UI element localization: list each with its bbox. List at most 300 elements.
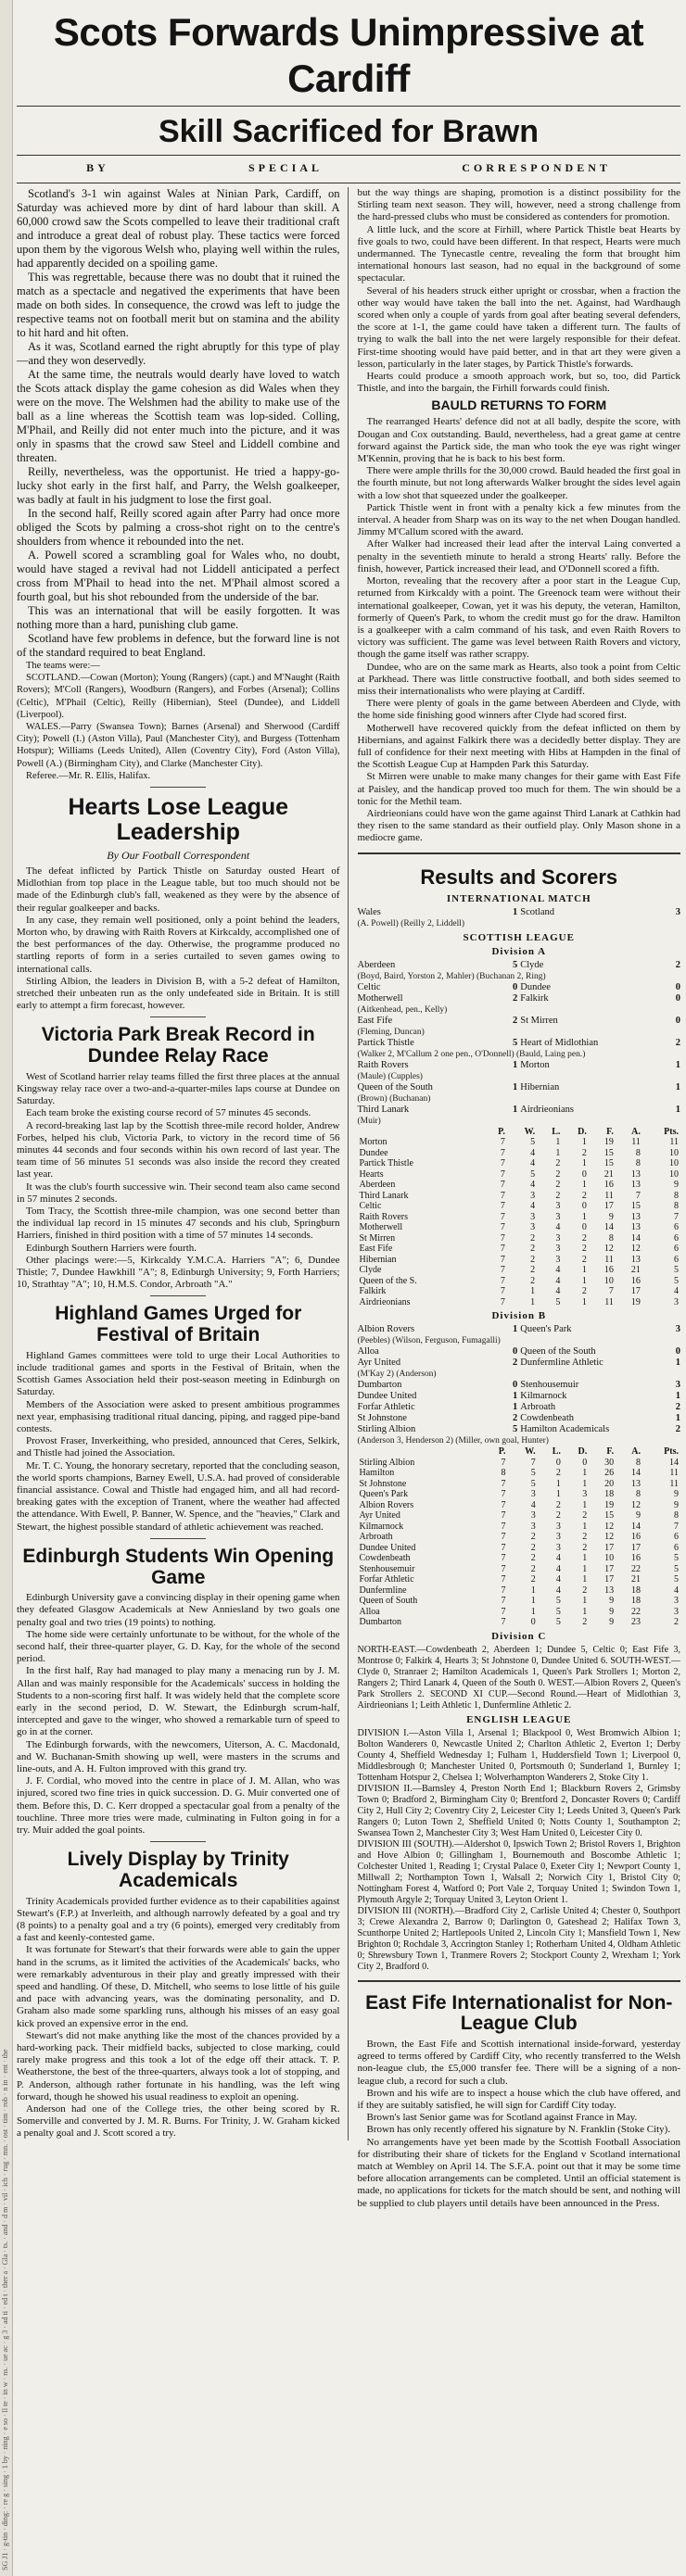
stat-cell: 14 bbox=[631, 1521, 641, 1532]
stat-cell: 9 bbox=[609, 1617, 615, 1628]
team-name-cell: Queen of the S. bbox=[359, 1275, 417, 1286]
stat-cell: 0 bbox=[530, 1617, 536, 1628]
team-name-cell: Alloa bbox=[359, 1606, 380, 1617]
away-team: Clyde bbox=[520, 959, 544, 970]
stat-cell: 7 bbox=[500, 1254, 505, 1265]
table-row bbox=[358, 1574, 681, 1585]
team-name-cell: Partick Thistle bbox=[359, 1158, 413, 1169]
stat-cell: 6 bbox=[674, 1542, 679, 1553]
table-column-header: P. bbox=[498, 1126, 505, 1137]
stat-cell: 2 bbox=[530, 1254, 536, 1265]
stat-cell: 22 bbox=[631, 1563, 641, 1574]
stat-cell: 0 bbox=[581, 1168, 587, 1180]
stat-cell: 8 bbox=[635, 1158, 641, 1169]
bauld-paragraph: Motherwell have recovered quickly from the defeat inflicted on them by Hibernians, and against Falkirk there was a decidedly better display. They are full of confidence for their next meeting with Hibs at Hampden in the final of the Scottish League Cup at Hampden Park this Saturday. bbox=[357, 722, 680, 771]
edinburgh-paragraph: J. F. Cordial, who moved into the centre in place of J. M. Allan, who was injured, scored two fine tries in quick succession. D. G. Muir converted one of them. Before this, D. C. Kerr dropped a spectacular goal from a penalty of the touchline. Three more tries were made, culminating in Fulton going in for a try. Muir added the goal points. bbox=[17, 1775, 340, 1837]
home-score: 1 bbox=[513, 1104, 518, 1115]
stat-cell: 19 bbox=[630, 1296, 641, 1307]
team-name-cell: Queen of South bbox=[359, 1596, 418, 1607]
stat-cell: 4 bbox=[530, 1180, 536, 1191]
team-name-cell: St Johnstone bbox=[359, 1478, 407, 1489]
home-team: Motherwell bbox=[357, 992, 403, 1004]
stat-cell: 2 bbox=[581, 1147, 587, 1158]
main-headline: Scots Forwards Unimpressive at Cardiff bbox=[53, 10, 644, 100]
stat-cell: 5 bbox=[674, 1275, 679, 1286]
stat-cell: 17 bbox=[603, 1201, 614, 1212]
stat-cell: 13 bbox=[630, 1211, 641, 1222]
stat-cell: 21 bbox=[631, 1574, 641, 1585]
victoria-paragraph: Other placings were:—5, Kirkcaldy Y.M.C.A. Harriers "A"; 6, Dundee Thistle; 7, Dundee Hawkhill "A"; 8, Edinburgh University; 9, Forth Harriers; 10, Strathtay "A"; 10, H.M.S. Condor, Arbroath "A." bbox=[17, 1254, 340, 1291]
stat-cell: 4 bbox=[555, 1553, 561, 1564]
match-result bbox=[358, 1324, 681, 1346]
table-column-header: L. bbox=[552, 1446, 561, 1458]
division-c-label: Division C bbox=[491, 1630, 547, 1642]
stat-cell: 1 bbox=[582, 1574, 588, 1585]
stat-cell: 13 bbox=[630, 1254, 641, 1265]
stat-cell: 13 bbox=[630, 1168, 641, 1180]
edinburgh-article bbox=[17, 1547, 340, 1837]
stat-cell: 7 bbox=[501, 1563, 506, 1574]
stat-cell: 5 bbox=[555, 1617, 561, 1628]
away-score: 0 bbox=[675, 981, 680, 992]
stat-cell: 2 bbox=[530, 1574, 536, 1585]
stat-cell: 2 bbox=[530, 1232, 536, 1244]
match-result bbox=[358, 1413, 681, 1424]
stat-cell: 13 bbox=[630, 1180, 641, 1191]
stat-cell: 3 bbox=[530, 1190, 536, 1201]
stat-cell: 2 bbox=[581, 1244, 587, 1255]
right-column bbox=[358, 187, 681, 2210]
highland-paragraph: Provost Fraser, Inverkeithing, who presided, announced that Ceres, Selkirk, and Thistle had joined the Association. bbox=[17, 1435, 340, 1459]
stat-cell: 5 bbox=[674, 1265, 679, 1276]
stat-cell: 1 bbox=[581, 1211, 587, 1222]
stat-cell: 18 bbox=[631, 1585, 641, 1596]
team-name-cell: Queen's Park bbox=[359, 1489, 409, 1500]
english-division-results: DIVISION II.—Barnsley 4, Preston North End 1; Blackburn Rovers 2, Grimsby Town 0; Bradford 2, Birmingham City 0; Brentford 2, Doncaster Rovers 0; Cardiff City 2, Hull City 2; Coventry City 2, Leicester City 1; Leeds United 3, Queen's Park Rangers 0; Luton Town 2, Sheffield United 0; Notts County 1, Southampton 2; Swansea Town 2, Manchester City 3; West Ham United 0, Leicester City 0. bbox=[357, 1783, 680, 1838]
goal-scorers: (Muir) bbox=[357, 1116, 381, 1126]
teams-referee: Referee.—Mr. R. Ellis, Halifax. bbox=[26, 770, 151, 781]
stat-cell: 6 bbox=[674, 1232, 679, 1244]
stat-cell: 7 bbox=[500, 1168, 505, 1180]
stat-cell: 12 bbox=[604, 1532, 615, 1543]
stat-cell: 9 bbox=[674, 1499, 679, 1510]
stat-cell: 5 bbox=[674, 1563, 679, 1574]
team-name-cell: Albion Rovers bbox=[359, 1499, 414, 1510]
stat-cell: 7 bbox=[500, 1286, 505, 1297]
match-result bbox=[358, 1105, 681, 1127]
team-name-cell: Airdrieonians bbox=[359, 1296, 411, 1307]
stat-cell: 5 bbox=[674, 1574, 679, 1585]
stat-cell: 8 bbox=[674, 1190, 679, 1201]
home-team: East Fife bbox=[357, 1015, 393, 1026]
home-score: 0 bbox=[513, 981, 518, 992]
table-row bbox=[358, 1158, 681, 1169]
east-fife-paragraph: No arrangements have yet been made by the Scottish Football Association for distributing their share of tickets for the England v Scotland international match at Wembley on April 14. The S.F.A. point out that it may be some time before allocation arrangements can be completed. Until an official statement is made, no applications for tickets for the match should be sent, and nothing will be supplied to club players until details have been announced in the Press. bbox=[357, 2136, 680, 2209]
stat-cell: 4 bbox=[555, 1222, 561, 1233]
stat-cell: 11 bbox=[604, 1254, 614, 1265]
team-name-cell: Kilmarnock bbox=[359, 1521, 404, 1532]
away-score: 1 bbox=[675, 1391, 680, 1402]
stat-cell: 12 bbox=[604, 1521, 615, 1532]
table-column-header: F. bbox=[606, 1446, 615, 1458]
home-team: Wales bbox=[357, 906, 381, 917]
home-team: Queen of the South bbox=[357, 1081, 433, 1092]
table-row bbox=[358, 1543, 681, 1554]
lead-paragraph: Scotland's 3-1 win against Wales at Ninian Park, Cardiff, on Saturday was achieved more by dint of hard labour than skill. A 60,000 crowd saw the Scots compelled to leave their traditional craft and introduce a great deal of robust play. These tactics were forced upon them by the vigorous Welsh who, playing well within the rules, had apparently decided on a spoiling game. bbox=[17, 187, 340, 270]
stat-cell: 3 bbox=[674, 1296, 679, 1307]
stat-cell: 2 bbox=[581, 1286, 587, 1297]
goal-scorers: (Maule) (Cupples) bbox=[357, 1071, 423, 1081]
stat-cell: 2 bbox=[530, 1532, 536, 1543]
stat-cell: 19 bbox=[603, 1137, 614, 1148]
away-team: Queen of the South bbox=[520, 1346, 596, 1357]
stat-cell: 7 bbox=[501, 1532, 506, 1543]
section-divider bbox=[150, 1295, 206, 1296]
stat-cell: 3 bbox=[674, 1606, 679, 1617]
home-team: Stirling Albion bbox=[357, 1424, 416, 1435]
team-name-cell: Motherwell bbox=[359, 1222, 403, 1233]
stat-cell: 2 bbox=[555, 1168, 561, 1180]
team-name-cell: Arbroath bbox=[359, 1532, 393, 1543]
stat-cell: 9 bbox=[609, 1596, 615, 1607]
section-divider bbox=[150, 787, 206, 788]
stat-cell: 18 bbox=[631, 1596, 641, 1607]
away-score: 0 bbox=[675, 992, 680, 1004]
stat-cell: 0 bbox=[582, 1457, 588, 1468]
headline-rule bbox=[17, 106, 680, 107]
lead-paragraph: In the second half, Reilly scored again after Parry had once more obliged the Scots by palming a cross-shot right on to the centre's shoulders from whence it rebounded into the net. bbox=[17, 507, 340, 548]
lead-paragraph: This was regrettable, because there was no doubt that it ruined the match as a spectacle and negatived the experiments that have been made on both sides. In consequence, the crowd was left to judge the respective teams not on football merit but on stamina and the ability to hit hard and hit often. bbox=[17, 271, 340, 339]
stat-cell: 4 bbox=[555, 1574, 561, 1585]
goal-scorers: (Aitkenhead, pen., Kelly) bbox=[357, 1004, 448, 1015]
table-header-row bbox=[358, 1446, 681, 1458]
trinity-paragraph: Anderson had one of the College tries, the other being scored by R. Somerville and converted by J. M. R. Burns. For Trinity, J. W. Graham kicked a penalty goal and J. Scott scored a try. bbox=[17, 2103, 340, 2140]
stat-cell: 7 bbox=[500, 1158, 505, 1169]
stat-cell: 11 bbox=[669, 1137, 679, 1148]
stat-cell: 14 bbox=[630, 1232, 641, 1244]
stat-cell: 4 bbox=[555, 1275, 561, 1286]
stat-cell: 1 bbox=[530, 1606, 536, 1617]
victoria-paragraph: Each team broke the existing course record of 57 minutes 45 seconds. bbox=[26, 1107, 311, 1119]
lead-paragraph: Reilly, nevertheless, was the opportunist. He tried a happy-go-lucky shot early in the first half, and Parry, the Welsh goalkeeper, was badly at fault in his judgment to lose the first goal. bbox=[17, 465, 340, 506]
teams-intro: The teams were:— bbox=[26, 661, 100, 671]
stat-cell: 5 bbox=[530, 1137, 536, 1148]
team-name-cell: Dumbarton bbox=[359, 1617, 402, 1628]
team-lineups bbox=[17, 660, 340, 782]
stat-cell: 1 bbox=[530, 1585, 536, 1596]
table-row bbox=[358, 1222, 681, 1233]
continued-paragraph: Hearts could produce a smooth approach work, but so, too, did Partick Thistle, and into the bargain, the Firhill forwards could finish. bbox=[357, 371, 680, 395]
away-team: Falkirk bbox=[520, 992, 549, 1004]
away-team: Kilmarnock bbox=[520, 1391, 567, 1402]
stat-cell: 2 bbox=[555, 1499, 561, 1510]
goal-scorers: (A. Powell) (Reilly 2, Liddell) bbox=[357, 918, 465, 928]
stat-cell: 4 bbox=[555, 1585, 561, 1596]
stat-cell: 3 bbox=[530, 1521, 536, 1532]
team-name-cell: Stenhousemuir bbox=[359, 1563, 415, 1574]
stat-cell: 1 bbox=[582, 1553, 588, 1564]
stat-cell: 8 bbox=[636, 1457, 641, 1468]
match-result bbox=[358, 960, 681, 982]
table-row bbox=[358, 1265, 681, 1276]
stat-cell: 7 bbox=[674, 1211, 679, 1222]
away-team: Hibernian bbox=[520, 1081, 560, 1092]
trinity-article bbox=[17, 1850, 340, 2140]
stat-cell: 7 bbox=[500, 1244, 505, 1255]
stat-cell: 9 bbox=[609, 1606, 615, 1617]
stat-cell: 6 bbox=[674, 1222, 679, 1233]
stat-cell: 1 bbox=[555, 1489, 561, 1500]
stat-cell: 1 bbox=[530, 1286, 536, 1297]
stat-cell: 3 bbox=[582, 1489, 588, 1500]
stat-cell: 5 bbox=[530, 1478, 536, 1489]
stat-cell: 17 bbox=[604, 1574, 615, 1585]
away-score: 0 bbox=[675, 1346, 680, 1357]
lead-paragraph: Scotland have few problems in defence, but the forward line is not of the standard required to beat England. bbox=[17, 632, 340, 659]
stat-cell: 22 bbox=[631, 1606, 641, 1617]
bauld-paragraph: There were plenty of goals in the game between Aberdeen and Clyde, with the home side finishing good winners after Clyde had scored first. bbox=[357, 698, 680, 722]
lead-article bbox=[17, 187, 340, 660]
away-team: Cowdenbeath bbox=[520, 1413, 574, 1424]
stat-cell: 17 bbox=[631, 1542, 641, 1553]
stat-cell: 2 bbox=[582, 1585, 588, 1596]
stat-cell: 15 bbox=[603, 1158, 614, 1169]
away-score: 2 bbox=[675, 1037, 680, 1048]
stat-cell: 3 bbox=[555, 1244, 561, 1255]
stat-cell: 11 bbox=[604, 1296, 614, 1307]
stat-cell: 6 bbox=[674, 1254, 679, 1265]
away-score: 0 bbox=[675, 1015, 680, 1026]
away-score: 1 bbox=[675, 1104, 680, 1115]
continued-article bbox=[358, 187, 681, 395]
teams-wales: WALES.—Parry (Swansea Town); Barnes (Arsenal) and Sherwood (Cardiff City); Powell (I.) (Aston Villa), Paul (Manchester City), and Burgess (Tottenham Hotspur); Williams (Leeds United), Allen (Coventry City), Ford (Aston Villa), Powell (A.) (Birmingham City), and Clarke (Manchester City). bbox=[17, 722, 340, 769]
stat-cell: 2 bbox=[581, 1190, 587, 1201]
east-fife-headline: East Fife Internationalist for Non-League Club bbox=[365, 1991, 673, 2035]
stat-cell: 7 bbox=[500, 1180, 505, 1191]
stat-cell: 5 bbox=[555, 1596, 561, 1607]
stat-cell: 10 bbox=[604, 1553, 615, 1564]
away-team: Morton bbox=[520, 1059, 550, 1070]
home-score: 5 bbox=[513, 959, 518, 970]
team-name-cell: Clyde bbox=[359, 1265, 382, 1276]
byline-special: SPECIAL bbox=[248, 161, 323, 174]
home-team: Third Lanark bbox=[357, 1104, 410, 1115]
bauld-paragraph: Partick Thistle went in front with a penalty kick a few minutes from the interval. A header from Sharp was on its way to the net when Dougan handled. Jimmy M'Callum scored with the award. bbox=[357, 501, 680, 538]
stat-cell: 3 bbox=[555, 1542, 561, 1553]
bauld-paragraph: Morton, revealing that the recovery after a poor start in the League Cup, returned from Kirkcaldy with a point. The Greenock team were without their international goalkeeper, Cowan, yet it was his deputy, the veteran, Hamilton, formerly of Queen's Park, to whom the credit must go for the draw. Hamilton is a goalkeeper with a calm command of his task, and even Raith Rovers to victory was sufficient. The game was level between Raith Rovers and victory, though the game itself was rather scrappy. bbox=[357, 575, 680, 661]
home-score: 2 bbox=[513, 1357, 518, 1369]
division-a-label: Division A bbox=[491, 945, 547, 957]
article-columns bbox=[17, 187, 680, 2210]
stat-cell: 2 bbox=[530, 1563, 536, 1574]
home-team: Aberdeen bbox=[357, 959, 396, 970]
bauld-paragraph: St Mirren were unable to make many changes for their game with East Fife at Paisley, and the handicap proved too much for them. The win should be a tonic for the Methil team. bbox=[357, 771, 680, 807]
stat-cell: 10 bbox=[603, 1275, 614, 1286]
table-column-header bbox=[358, 1446, 486, 1458]
stat-cell: 3 bbox=[555, 1521, 561, 1532]
stat-cell: 1 bbox=[581, 1158, 587, 1169]
east-fife-paragraph: Brown's last Senior game was for Scotland against France in May. bbox=[366, 2112, 638, 2124]
stat-cell: 7 bbox=[635, 1190, 641, 1201]
stat-cell: 5 bbox=[530, 1468, 536, 1479]
table-row bbox=[358, 1607, 681, 1618]
trinity-paragraph: Stewart's did not make anything like the most of the chances provided by a hard-working pack. Their midfield backs, subjected to close marking, could rarely make progress and this took a lot of the edge off their attack. T. P. Weatherstone, the best of the three-quarters, always took a lot of stopping, and P. Anderson, although rather fortunate in his handling, was the left wing forward, though he showed his usual readiness to exploit an opening. bbox=[17, 2029, 340, 2102]
stat-cell: 3 bbox=[530, 1211, 536, 1222]
stat-cell: 0 bbox=[555, 1457, 561, 1468]
table-row bbox=[358, 1276, 681, 1287]
table-header-row bbox=[358, 1127, 681, 1138]
stat-cell: 7 bbox=[500, 1232, 505, 1244]
stat-cell: 9 bbox=[608, 1211, 614, 1222]
team-name-cell: Dunfermline bbox=[359, 1585, 407, 1596]
stat-cell: 2 bbox=[530, 1275, 536, 1286]
home-score: 1 bbox=[513, 1324, 518, 1335]
table-row bbox=[358, 1180, 681, 1191]
home-score: 5 bbox=[513, 1424, 518, 1435]
stat-cell: 1 bbox=[582, 1468, 588, 1479]
division-b-label: Division B bbox=[491, 1310, 547, 1322]
stat-cell: 3 bbox=[530, 1222, 536, 1233]
stat-cell: 4 bbox=[555, 1286, 561, 1297]
match-result bbox=[358, 1060, 681, 1082]
table-row bbox=[358, 1297, 681, 1308]
away-team: St Mirren bbox=[520, 1015, 558, 1026]
match-result bbox=[358, 1380, 681, 1391]
stat-cell: 1 bbox=[582, 1606, 588, 1617]
away-team: Arbroath bbox=[520, 1402, 556, 1413]
home-score: 2 bbox=[513, 992, 518, 1004]
home-team: St Johnstone bbox=[357, 1413, 407, 1424]
table-column-header: W. bbox=[524, 1126, 536, 1137]
stat-cell: 7 bbox=[500, 1190, 505, 1201]
section-divider bbox=[150, 1538, 206, 1539]
table-row bbox=[358, 1201, 681, 1212]
table-row bbox=[358, 1191, 681, 1202]
table-column-header: D. bbox=[578, 1446, 588, 1458]
table-row bbox=[358, 1286, 681, 1297]
division-a-results bbox=[358, 960, 681, 1127]
stat-cell: 16 bbox=[630, 1275, 641, 1286]
stat-cell: 2 bbox=[555, 1190, 561, 1201]
stat-cell: 1 bbox=[555, 1478, 561, 1489]
stat-cell: 7 bbox=[500, 1222, 505, 1233]
home-team: Celtic bbox=[357, 981, 381, 992]
away-team: Scotland bbox=[520, 906, 554, 917]
english-division-results: DIVISION I.—Aston Villa 1, Arsenal 1; Blackpool 0, West Bromwich Albion 1; Bolton Wanderers 0, Newcastle United 2; Charlton Athletic 2, Everton 1; Derby County 4, Sheffield Wednesday 1; Fulham 1, Huddersfield Town 1; Liverpool 0, Middlesbrough 0; Manchester United 0, Portsmouth 0; Sunderland 1, Burnley 1; Tottenham Hotspur 2, Chelsea 1; Wolverhampton Wanderers 2, Stoke City 1. bbox=[357, 1727, 680, 1783]
stat-cell: 3 bbox=[555, 1211, 561, 1222]
stat-cell: 7 bbox=[500, 1137, 505, 1148]
stat-cell: 7 bbox=[500, 1275, 505, 1286]
home-score: 1 bbox=[513, 1402, 518, 1413]
team-name-cell: Third Lanark bbox=[359, 1190, 409, 1201]
team-name-cell: Stirling Albion bbox=[359, 1457, 415, 1468]
stat-cell: 7 bbox=[501, 1617, 506, 1628]
home-team: Forfar Athletic bbox=[357, 1402, 415, 1413]
match-result bbox=[358, 1346, 681, 1357]
team-name-cell: Hamilton bbox=[359, 1468, 395, 1479]
bauld-paragraph: Dundee, who are on the same mark as Hearts, also took a point from Celtic at Parkhead. There was little constructive football, and both sides seemed to miss their internationalists who were playing at Cardiff. bbox=[357, 661, 680, 697]
table-row bbox=[358, 1585, 681, 1597]
stat-cell: 19 bbox=[604, 1499, 615, 1510]
team-name-cell: Raith Rovers bbox=[359, 1211, 408, 1222]
table-row bbox=[358, 1532, 681, 1543]
table-column-header: D. bbox=[578, 1126, 587, 1137]
stat-cell: 17 bbox=[604, 1563, 615, 1574]
international-results bbox=[358, 907, 681, 929]
stat-cell: 7 bbox=[500, 1265, 505, 1276]
stat-cell: 16 bbox=[603, 1180, 614, 1191]
table-row bbox=[358, 1510, 681, 1522]
stat-cell: 8 bbox=[635, 1147, 641, 1158]
table-row bbox=[358, 1553, 681, 1564]
stat-cell: 1 bbox=[582, 1478, 588, 1489]
stat-cell: 7 bbox=[501, 1574, 506, 1585]
hearts-paragraph: In any case, they remain well positioned, only a point behind the leaders, Morton who, by drawing with Raith Rovers at Kirkcaldy, accomplished one of the best performances of the day. Otherwise, the programme produced no startling reports of form in a series curtailed to seven games owing to international calls. bbox=[17, 914, 340, 975]
hearts-headline: Hearts Lose League Leadership bbox=[68, 794, 289, 846]
table-column-header: L. bbox=[552, 1126, 561, 1137]
goal-scorers: (Anderson 3, Henderson 2) (Miller, own goal, Hunter) bbox=[357, 1436, 549, 1446]
home-score: 1 bbox=[513, 1059, 518, 1070]
bauld-subheading: BAULD RETURNS TO FORM bbox=[431, 398, 607, 413]
away-team: Hamilton Academicals bbox=[520, 1424, 610, 1435]
hearts-article bbox=[17, 795, 340, 1012]
byline-by: BY bbox=[86, 161, 109, 174]
stat-cell: 20 bbox=[604, 1478, 615, 1489]
edinburgh-paragraph: The home side were certainly unfortunate to be without, for the whole of the second half, their three-quarter player, G. D. Kay, for the whole of the second period. bbox=[17, 1628, 340, 1665]
stat-cell: 16 bbox=[631, 1553, 641, 1564]
table-row bbox=[358, 1244, 681, 1255]
left-column bbox=[17, 187, 349, 2140]
team-name-cell: Ayr United bbox=[359, 1510, 400, 1522]
stat-cell: 11 bbox=[669, 1478, 679, 1489]
stat-cell: 1 bbox=[582, 1596, 588, 1607]
victoria-paragraph: A record-breaking last lap by the Scottish three-mile record holder, Andrew Forbes, helped his club, Victoria Park, to victory in the record time of 56 minutes 44 seconds and four seconds within his own record of last year. The team time of 56 minutes 51 seconds was also inside the record they created last year. bbox=[17, 1119, 340, 1181]
stat-cell: 7 bbox=[530, 1457, 536, 1468]
stat-cell: 3 bbox=[530, 1510, 536, 1522]
match-result bbox=[358, 1424, 681, 1446]
away-score: 1 bbox=[675, 1081, 680, 1092]
stat-cell: 14 bbox=[603, 1222, 614, 1233]
away-team: Heart of Midlothian bbox=[520, 1037, 599, 1048]
away-team: Queen's Park bbox=[520, 1324, 572, 1335]
teams-scotland: SCOTLAND.—Cowan (Morton); Young (Rangers) (capt.) and M'Naught (Raith Rovers); M'Coll (Rangers), Woodburn (Rangers), and Forbes (Arsenal); Collins (Celtic), M'Phail (Celtic), Reilly (Hibernian), Steel (Dundee), and Liddell (Liverpool). bbox=[17, 673, 340, 720]
team-name-cell: Morton bbox=[359, 1137, 387, 1148]
stat-cell: 7 bbox=[501, 1521, 506, 1532]
stat-cell: 9 bbox=[636, 1510, 641, 1522]
table-row bbox=[358, 1169, 681, 1181]
stat-cell: 7 bbox=[501, 1489, 506, 1500]
stat-cell: 5 bbox=[674, 1553, 679, 1564]
stat-cell: 3 bbox=[555, 1532, 561, 1543]
table-column-header: F. bbox=[606, 1126, 614, 1137]
english-division-results: DIVISION III (SOUTH).—Aldershot 0, Ipswich Town 2; Bristol Rovers 1, Brighton and Hove Albion 0; Gillingham 1, Bournemouth and Boscombe Athletic 1; Colchester United 1, Reading 1; Crystal Palace 0, Exeter City 1; Newport County 1, Millwall 2; Northampton Town 1, Walsall 2; Norwich City 1, Bristol City 0; Nottingham Forest 4, Watford 0; Port Vale 2, Torquay United 1; Swindon Town 1, Plymouth Argyle 2; Torquay United 3, Leyton Orient 1. bbox=[357, 1838, 680, 1905]
stat-cell: 11 bbox=[631, 1137, 641, 1148]
newspaper-page bbox=[17, 0, 680, 2210]
hearts-paragraph: The defeat inflicted by Partick Thistle on Saturday ousted Heart of Midlothian from top place in the League table, but too much should not be made of the Edinburgh club's fall, weakened as they were by the absence of their regular goalkeeper and backs. bbox=[17, 865, 340, 914]
goal-scorers: (M'Kay 2) (Anderson) bbox=[357, 1370, 437, 1380]
stat-cell: 13 bbox=[631, 1478, 641, 1489]
stat-cell: 2 bbox=[555, 1158, 561, 1169]
match-result bbox=[358, 1082, 681, 1105]
table-row bbox=[358, 1137, 681, 1148]
stat-cell: 10 bbox=[669, 1147, 679, 1158]
table-row bbox=[358, 1564, 681, 1575]
stat-cell: 2 bbox=[581, 1232, 587, 1244]
stat-cell: 5 bbox=[555, 1296, 561, 1307]
stat-cell: 7 bbox=[608, 1286, 614, 1297]
home-team: Alloa bbox=[357, 1346, 379, 1357]
bauld-paragraph: After Walker had increased their lead after the interval Laing converted a penalty in the seventieth minute to herald a strong Hearts' rally. Before the finish, however, Partick increased their lead, and O'Donnell scored a fifth. bbox=[357, 538, 680, 575]
